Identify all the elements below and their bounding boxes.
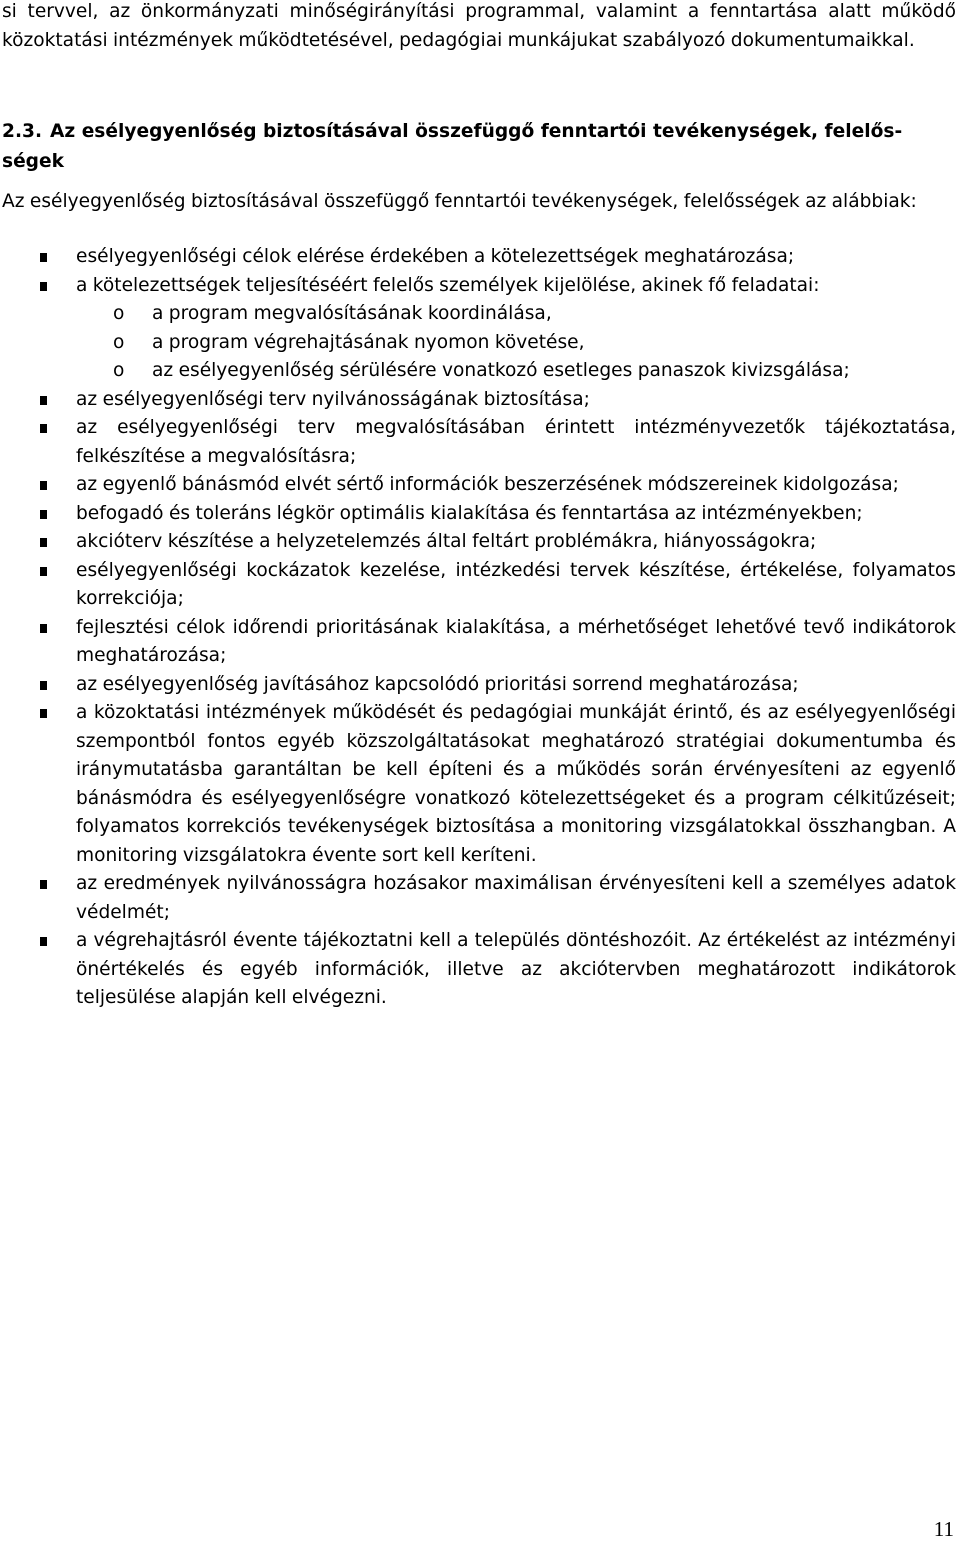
list-item [0, 927, 956, 1013]
list-item-text: a közoktatási intézmények működését és pedagógiai munkáját érintő, és az esélyegyenlőségi szempontból fontos egyéb közszolgáltatásokat meghatározó stratégiai dokumentumba és iránymutatásba garantáltan be kell építeni és a működés során érvényesíteni az egyenlő bánásmódra és esélyegyenlőségre vonatkozó kötelezettségeket és a program célkitűzéseit; folyamatos korrekciós tevékenységek biztosítása a monitoring vizsgálatokkal összhangban. A monitoring vizsgálatokra évente sort kell keríteni. [76, 702, 956, 866]
circle-bullet-icon: o [113, 360, 125, 381]
sub-list [76, 300, 956, 386]
list-item [0, 471, 956, 500]
list-item-text: az esélyegyenlőségi terv megvalósításában érintett intézményvezetők tájékoztatása, felkészítése a megvalósításra; [76, 417, 956, 467]
list-item-text: befogadó és toleráns légkör optimális kialakítása és fenntartása az intézményekben; [76, 502, 863, 524]
intro-paragraph: si tervvel, az önkormányzati minőségirányítási programmal, valamint a fenntartása alatt működő közoktatási intézmények működtetésével, pedagógiai munkájukat szabályozó dokumentumaikkal. [2, 1, 956, 51]
square-bullet-icon [40, 567, 47, 576]
page-number: 11 [933, 1517, 954, 1541]
square-bullet-icon [40, 880, 47, 889]
list-item-text: az esélyegyenlőségi terv nyilvánosságának biztosítása; [76, 388, 590, 410]
list-item-text: a végrehajtásról évente tájékoztatni kell a település döntéshozóit. Az értékelést az intézményi önértékelés és egyéb információk, illetve az akciótervben meghatározott indikátorok teljesülése alapján kell elvégezni. [76, 930, 956, 1008]
list-item [0, 272, 956, 386]
sub-list-item-text: az esélyegyenlőség sérülésére vonatkozó esetleges panaszok kivizsgálása; [152, 360, 850, 381]
list-item-text: a kötelezettségek teljesítéséért felelős személyek kijelölése, akinek fő feladatai: [76, 274, 820, 296]
responsibilities-list [0, 243, 960, 1013]
square-bullet-icon [40, 709, 47, 718]
sub-list-item [76, 300, 956, 329]
square-bullet-icon [40, 538, 47, 547]
list-item-text: akcióterv készítése a helyzetelemzés által feltárt problémákra, hiányosságokra; [76, 531, 817, 552]
list-item [0, 243, 956, 272]
list-item-text: az eredmények nyilvánosságra hozásakor maximálisan érvényesíteni kell a személyes adatok védelmét; [76, 873, 956, 923]
list-item-text: esélyegyenlőségi célok elérése érdekében a kötelezettségek meghatározása; [76, 246, 795, 267]
list-item-text: az esélyegyenlőség javításához kapcsolódó prioritási sorrend meghatározása; [76, 673, 799, 695]
circle-bullet-icon: o [113, 331, 125, 353]
sub-list-item [76, 357, 956, 386]
lead-paragraph: Az esélyegyenlőség biztosításával összefüggő fenntartói tevékenységek, felelősségek az alábbiak: [2, 191, 917, 212]
list-item [0, 699, 956, 870]
list-item-text: esélyegyenlőségi kockázatok kezelése, intézkedési tervek készítése, értékelése, folyamatos korrekciója; [76, 559, 956, 609]
list-item [0, 386, 956, 415]
circle-bullet-icon: o [113, 303, 125, 324]
square-bullet-icon [40, 253, 47, 262]
square-bullet-icon [40, 937, 47, 946]
sub-list-item-text: a program megvalósításának koordinálása, [152, 303, 552, 324]
square-bullet-icon [40, 396, 47, 405]
list-item [0, 671, 956, 700]
list-item [0, 870, 956, 927]
section-number: 2.3. [2, 121, 43, 142]
list-item [0, 614, 956, 671]
square-bullet-icon [40, 681, 47, 690]
square-bullet-icon [40, 510, 47, 519]
list-item-text: az egyenlő bánásmód elvét sértő információk beszerzésének módszereinek kidolgozása; [76, 474, 899, 495]
square-bullet-icon [40, 282, 47, 291]
square-bullet-icon [40, 424, 47, 433]
list-item [0, 500, 956, 529]
section-heading [2, 117, 956, 177]
square-bullet-icon [40, 624, 47, 633]
list-item [0, 414, 956, 471]
list-item [0, 528, 956, 557]
list-item-text: fejlesztési célok időrendi prioritásának kialakítása, a mérhetőséget lehetővé tevő indikátorok meghatározása; [76, 616, 956, 666]
sub-list-item-text: a program végrehajtásának nyomon követése, [152, 331, 585, 353]
section-title: Az esélyegyenlőség biztosításával összefüggő fenntartói tevékenységek, felelősségek [2, 121, 903, 172]
list-item [0, 557, 956, 614]
square-bullet-icon [40, 481, 47, 490]
sub-list-item [76, 329, 956, 358]
